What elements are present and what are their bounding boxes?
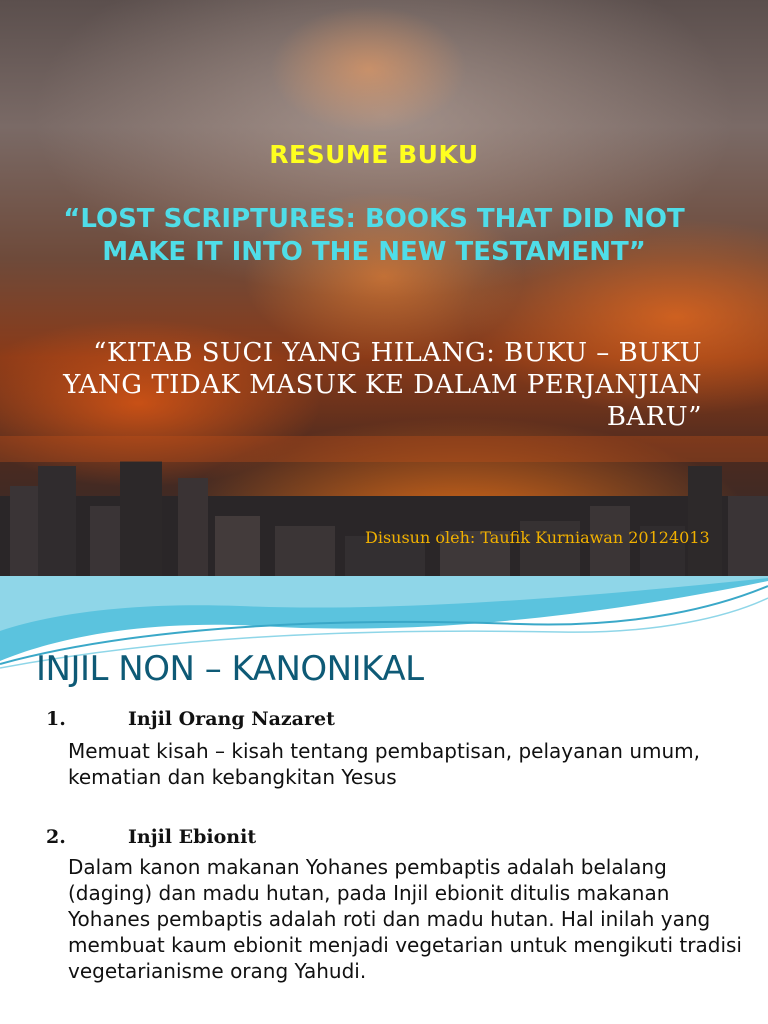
resume-heading: RESUME BUKU xyxy=(269,140,479,169)
item-number: 2. xyxy=(46,826,66,848)
city-skyline-image xyxy=(0,436,768,576)
item-title: Injil Orang Nazaret xyxy=(128,708,335,730)
item-body: Memuat kisah – kisah tentang pembaptisan, pelayanan umum, kematian dan kebangkitan Yesus xyxy=(68,739,701,789)
item-number: 1. xyxy=(46,708,66,730)
item-title: Injil Ebionit xyxy=(128,826,257,848)
slide-title: INJIL NON – KANONIKAL xyxy=(36,649,424,689)
item-body: Dalam kanon makanan Yohanes pembaptis adalah belalang (daging) dan madu hutan, pada Injil ebionit ditulis makanan Yohanes pembaptis adalah roti dan madu hutan. Hal inilah yang membuat kaum ebionit menjadi vegetarian untuk mengikuti tradisi vegetarianisme orang Yahudi. xyxy=(68,855,742,983)
english-book-title: “LOST SCRIPTURES: BOOKS THAT DID NOT MAKE IT INTO THE NEW TESTAMENT” xyxy=(63,204,685,267)
author-credit: Disusun oleh: Taufik Kurniawan 20124013 xyxy=(365,528,710,547)
indonesian-book-title: “KITAB SUCI YANG HILANG: BUKU – BUKU YANG TIDAK MASUK KE DALAM PERJANJIAN BARU” xyxy=(63,338,702,432)
content-slide xyxy=(0,576,768,1024)
